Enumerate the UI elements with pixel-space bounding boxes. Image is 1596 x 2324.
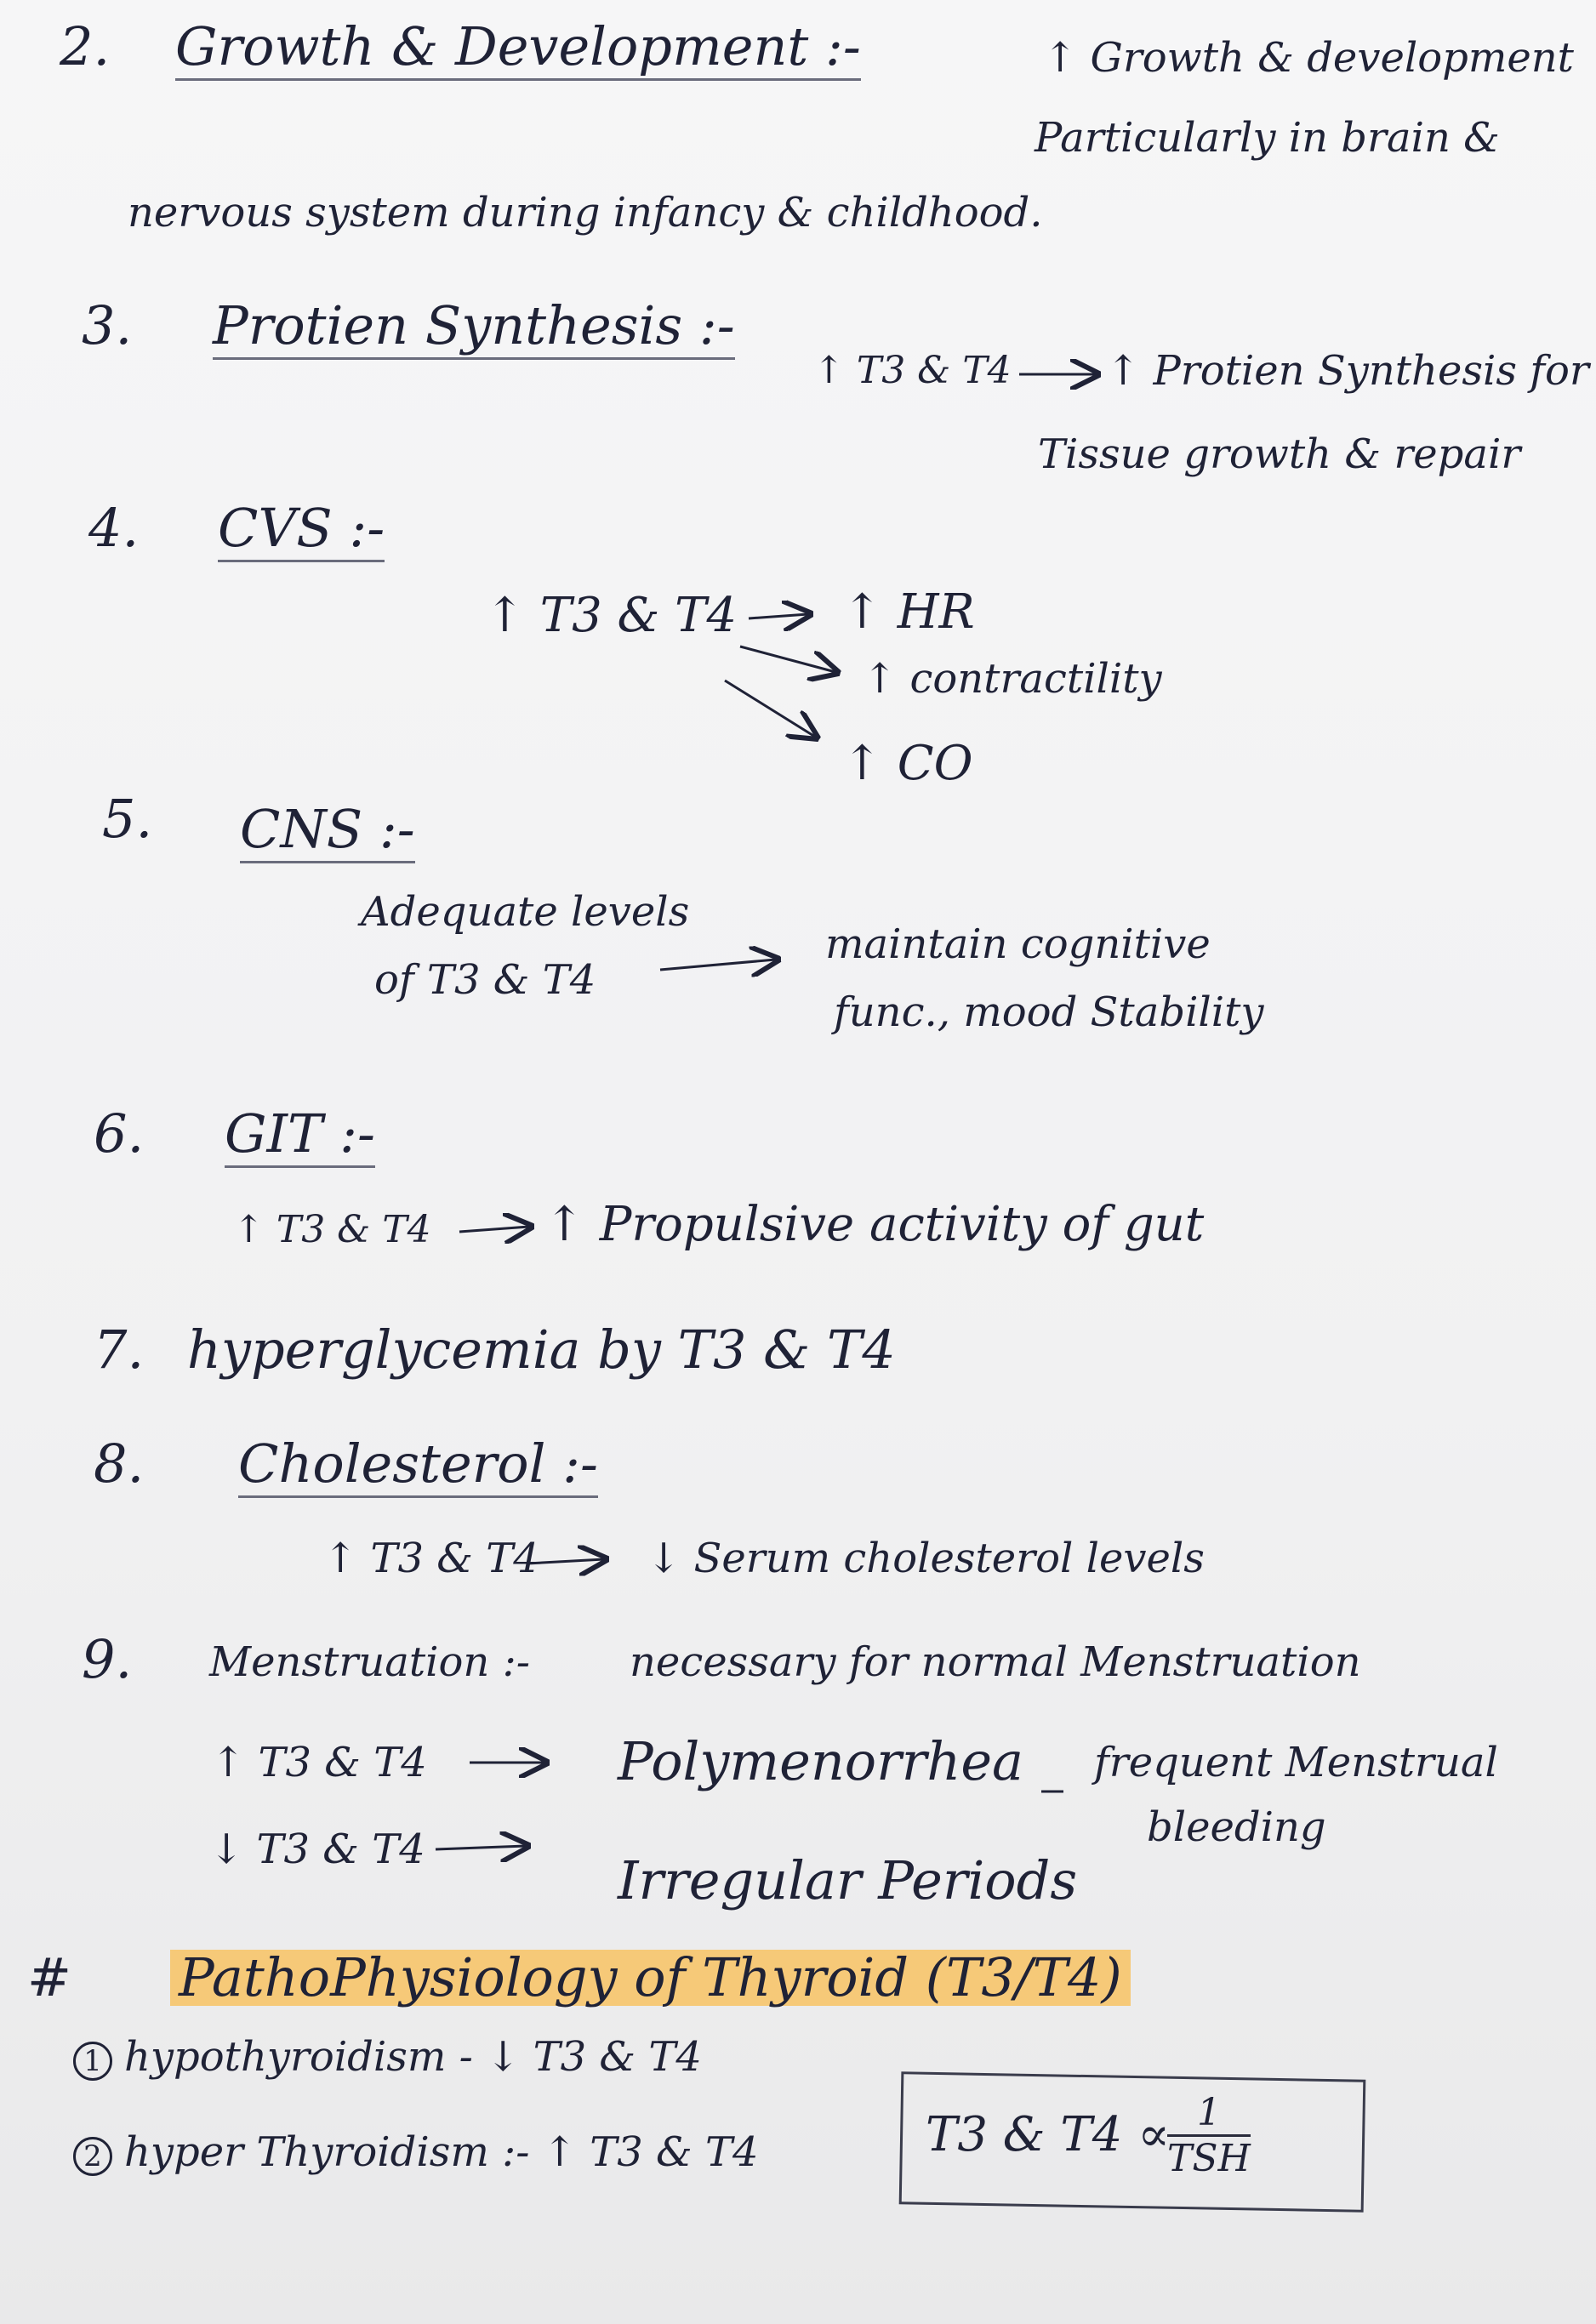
item4-effect-contractility: ↑ contractility	[863, 655, 1162, 703]
item7-text: hyperglycemia by T3 & T4	[187, 1319, 896, 1381]
patho-item2-text: hyper Thyroidism :- ↑ T3 & T4	[124, 2128, 759, 2176]
menses-arrow-2	[436, 1846, 526, 1849]
item2-text-a: ↑ Growth & development	[1043, 34, 1574, 82]
item2-text-c: nervous system during infancy & childhood.	[128, 189, 1043, 236]
patho-item1-number: 1	[73, 2042, 112, 2081]
item6-right: ↑ Propulsive activity of gut	[544, 1197, 1205, 1252]
item5-right-b: func., mood Stability	[834, 988, 1264, 1036]
item7-number: 7.	[94, 1319, 145, 1381]
item4-heading: CVS :-	[218, 502, 385, 562]
item4-source: ↑ T3 & T4	[485, 588, 738, 643]
relation-box-left: T3 & T4 ∝	[926, 2107, 1171, 2162]
cvs-arrow-hr	[749, 614, 808, 618]
item5-left-a: Adequate levels	[361, 888, 690, 936]
item9-number: 9.	[82, 1628, 133, 1690]
item4-effect-hr: ↑ HR	[842, 584, 975, 640]
item3-text-b: ↑ Protien Synthesis for	[1106, 347, 1589, 395]
item2-heading: Growth & Development :-	[175, 20, 861, 81]
relation-fraction-denominator: TSH	[1167, 2137, 1251, 2180]
item9-row2-left: ↓ T3 & T4	[209, 1826, 425, 1873]
item9-row1-left: ↑ T3 & T4	[211, 1739, 427, 1786]
item5-number: 5.	[102, 788, 153, 850]
item3-heading: Protien Synthesis :-	[213, 299, 735, 360]
item6-heading: GIT :-	[225, 1108, 375, 1168]
item9-row2-right: Irregular Periods	[618, 1849, 1078, 1911]
item9-heading: Menstruation :-	[209, 1638, 530, 1686]
cns-arrow	[660, 960, 776, 970]
item8-number: 8.	[94, 1433, 145, 1495]
git-arrow	[459, 1227, 529, 1232]
patho-title: PathoPhysiology of Thyroid (T3/T4)	[170, 1950, 1131, 2006]
relation-fraction	[1167, 2091, 1251, 2180]
item9-heading-note: necessary for normal Menstruation	[630, 1638, 1361, 1686]
item2-text-b: Particularly in brain &	[1035, 114, 1500, 162]
patho-item1-text: hypothyroidism - ↓ T3 & T4	[124, 2033, 702, 2081]
item2-number: 2.	[60, 15, 111, 77]
item8-right: ↓ Serum cholesterol levels	[647, 1535, 1205, 1582]
item9-row1-right: Polymenorrhea	[618, 1730, 1023, 1792]
patho-item2-number: 2	[73, 2137, 112, 2176]
item5-right-a: maintain cognitive	[825, 920, 1211, 968]
item3-number: 3.	[82, 294, 133, 356]
item4-number: 4.	[88, 497, 140, 559]
item3-text-a: ↑ T3 & T4	[813, 349, 1012, 392]
patho-item2	[73, 2128, 759, 2176]
item6-left: ↑ T3 & T4	[233, 1208, 431, 1251]
item9-row1-note-b: bleeding	[1147, 1803, 1326, 1851]
patho-marker: #	[27, 1946, 71, 2008]
cvs-arrow-co	[725, 681, 815, 737]
item5-left-b: of T3 & T4	[374, 956, 596, 1004]
patho-item1	[73, 2033, 702, 2081]
cvs-arrow-contractility	[740, 647, 835, 672]
item8-heading: Cholesterol :-	[238, 1438, 598, 1498]
item6-number: 6.	[94, 1102, 145, 1165]
item4-effect-co: ↑ CO	[842, 736, 973, 791]
item5-heading: CNS :-	[240, 803, 415, 863]
relation-fraction-numerator: 1	[1167, 2091, 1251, 2137]
item8-left: ↑ T3 & T4	[323, 1535, 539, 1582]
item3-text-c: Tissue growth & repair	[1038, 430, 1521, 478]
item9-row1-note-a: frequent Menstrual	[1094, 1739, 1498, 1786]
